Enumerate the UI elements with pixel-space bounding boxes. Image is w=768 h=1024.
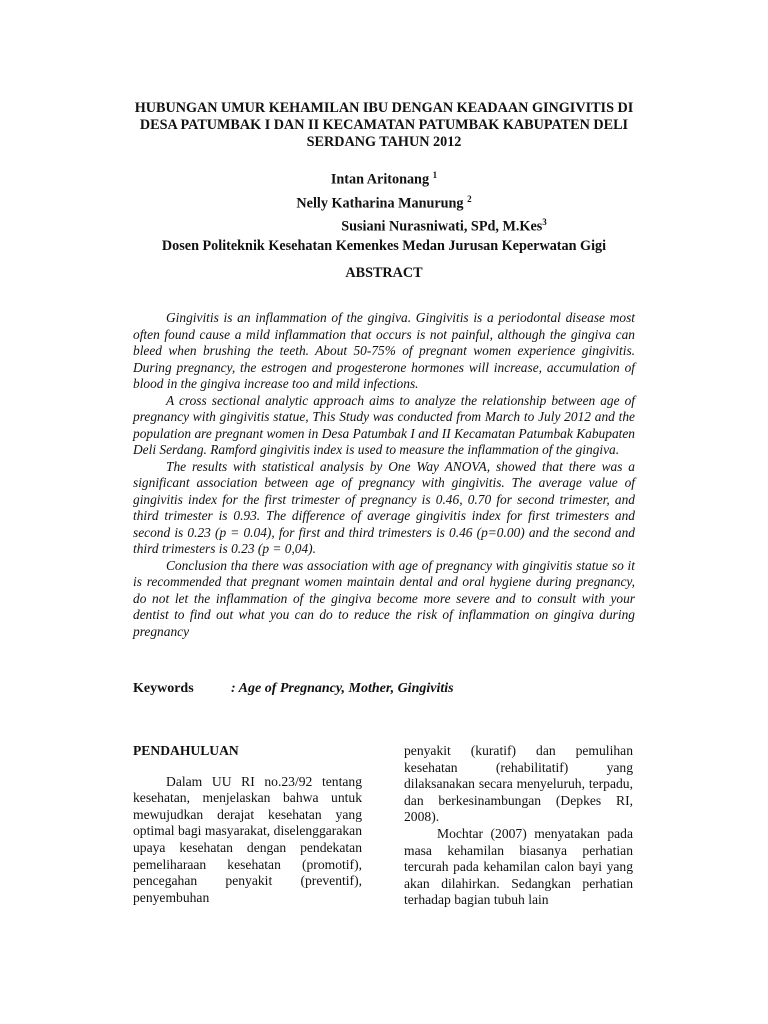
author-2: [60, 190, 708, 214]
keywords-line: [133, 681, 454, 697]
author-2-sup: 2: [467, 193, 472, 204]
author-3-name: Susiani Nurasniwati, SPd, M.Kes: [341, 219, 543, 236]
abstract-paragraph: Conclusion tha there was association with age of pregnancy with gingivitis statue so it is recommended that pregnant women maintain dental and oral hygiene during pregnancy, do not let the inflammation of the gingiva become more severe and to consult with your dentist to find out what you can do to reduce the risk of inflammation on gingiva during pregnancy: [133, 557, 635, 639]
keywords-value: : Age of Pregnancy, Mother, Gingivitis: [231, 681, 454, 696]
author-1-sup: 1: [432, 170, 438, 180]
author-3-sup: 3: [542, 217, 547, 228]
right-column: [404, 743, 633, 909]
abstract-body: [133, 310, 635, 640]
abstract-paragraph: A cross sectional analytic approach aims to analyze the relationship between age of pregnancy with gingivitis statue, This Study was conducted from March to July 2012 and the population are pregnant women in Desa Patumbak I and II Kecamatan Patumbak Kabupaten Deli Serdang. Ramford gingivitis index is used to measure the inflammation of the gingiva.: [133, 392, 635, 457]
abstract-paragraph: The results with statistical analysis by One Way ANOVA, showed that there was a significant association between age of pregnancy with gingivitis. The average value of gingivitis index for the first trimester of pregnancy is 0.46, 0.70 for second trimester, and third trimester is 0.93. The difference of average gingivitis index for first trimesters and second is 0.23 (p = 0.04), for first and third trimesters is 0.46 (p=0.00) and the second and third trimesters is 0.23 (p = 0,04).: [133, 458, 635, 556]
affiliation: Dosen Politeknik Kesehatan Kemenkes Medan Jurusan Keperwatan Gigi: [161, 238, 607, 255]
body-paragraph: penyakit (kuratif) dan pemulihan kesehatan (rehabilitatif) yang dilaksanakan secara menyeluruh, terpadu, dan berkesinambungan (Depkes RI, 2008).: [404, 743, 633, 825]
abstract-paragraph: Gingivitis is an inflammation of the gingiva. Gingivitis is a periodontal disease most often found cause a mild inflammation that occurs is not painful, although the gingiva can bleed when brushing the teeth. About 50-75% of pregnant women experience gingivitis. During pregnancy, the estrogen and progesterone hormones will increase, accumulation of blood in the gingiva increase too and mild infections.: [133, 310, 635, 391]
author-1-name: Intan Aritonang: [330, 171, 430, 188]
body-paragraph: Mochtar (2007) menyatakan pada masa kehamilan biasanya perhatian tercurah pada kehamilan calon bayi yang akan dilahirkan. Sedangkan perhatian terhadap bagian tubuh lain: [404, 825, 633, 908]
body-paragraph: Dalam UU RI no.23/92 tentang kesehatan, menjelaskan bahwa untuk mewujudkan derajat kesehatan yang optimal bagi masyarakat, diselenggarakan upaya kesehatan dengan pendekatan pemeliharaan kesehatan (promotif), pencegahan penyakit (preventif), penyembuhan: [133, 773, 362, 905]
author-3: [60, 213, 708, 237]
section-heading: PENDAHULUAN: [133, 743, 239, 758]
paper-title: HUBUNGAN UMUR KEHAMILAN IBU DENGAN KEADAAN GINGIVITIS DI DESA PATUMBAK I DAN II KECAMATAN PATUMBAK KABUPATEN DELI SERDANG TAHUN 2012: [134, 100, 634, 150]
author-1: [60, 166, 708, 190]
abstract-heading: ABSTRACT: [345, 265, 423, 281]
author-block: [60, 166, 708, 256]
left-column: [133, 743, 362, 906]
author-2-name: Nelly Katharina Manurung: [296, 195, 464, 212]
keywords-label: Keywords: [133, 681, 194, 696]
